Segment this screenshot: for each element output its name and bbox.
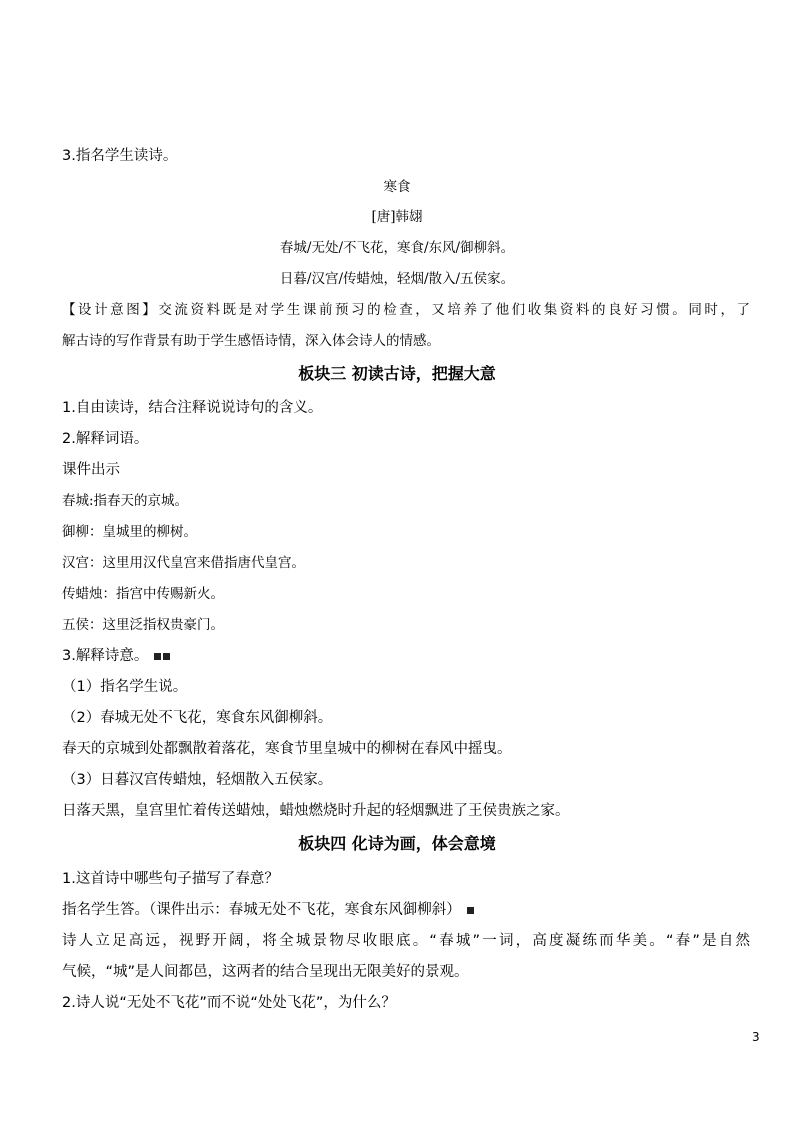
page-number: 3 [752,1030,760,1044]
poem-author: [唐]韩翃 [371,209,423,225]
section4-paragraph-line-1: 诗人立足高远，视野开阔，将全城景物尽收眼底。“春城”一词，高度凝练而华美。“春”是自然 [62,933,750,949]
design-intent-line-1: 【设计意图】交流资料既是对学生课前预习的检查，又培养了他们收集资料的良好习惯。同时，了 [62,302,750,318]
section3-item-1: 1.自由读诗，结合注释说说诗句的含义。 [62,400,323,416]
marker-icon [467,907,474,914]
section4-answer-text: 指名学生答。（课件出示：春城无处不飞花，寒食东风御柳斜） [62,902,461,918]
section3-heading: 板块三 初读古诗，把握大意 [298,364,496,383]
section3-item-3 [62,646,170,666]
section4-question-1: 1.这首诗中哪些句子描写了春意？ [62,871,279,887]
marker-icon [163,653,170,660]
marker-icon [154,653,161,660]
section4-question-2: 2.诗人说“无处不飞花”而不说“处处飞花”，为什么？ [62,995,396,1011]
sub-item-2: （2）春城无处不飞花，寒食东风御柳斜。 [62,710,333,726]
term-definition: 传蜡烛：指宫中传赐新火。 [62,586,224,602]
section4-paragraph-line-2: 气候，“城”是人间都邑，这两者的结合呈现出无限美好的景观。 [62,964,469,980]
sub-item-3-explanation: 日落天黑，皇宫里忙着传送蜡烛，蜡烛燃烧时升起的轻烟飘进了王侯贵族之家。 [62,803,570,819]
term-definition: 汉宫：这里用汉代皇宫来借指唐代皇宫。 [62,555,305,571]
section3-item-3-text: 3.解释诗意。 [62,648,149,664]
poem-line-2: 日暮/汉宫/传蜡烛，轻烟/散入/五侯家。 [279,271,515,287]
section4-answer [62,900,474,920]
sub-item-3: （3）日暮汉宫传蜡烛，轻烟散入五侯家。 [62,772,333,788]
poem-line-1: 春城/无处/不飞花，寒食/东风/御柳斜。 [279,240,515,256]
term-definition: 五侯：这里泛指权贵豪门。 [62,617,224,633]
courseware-label: 课件出示 [62,462,120,478]
poem-title: 寒食 [383,179,411,195]
design-intent-line-2: 解古诗的写作背景有助于学生感悟诗情，深入体会诗人的情感。 [62,333,440,349]
section3-item-2: 2.解释词语。 [62,431,149,447]
section4-heading: 板块四 化诗为画，体会意境 [298,834,496,853]
sub-item-2-explanation: 春天的京城到处都飘散着落花，寒食节里皇城中的柳树在春风中摇曳。 [62,741,512,757]
sub-item-1: （1）指名学生说。 [62,679,188,695]
term-definition: 春城:指春天的京城。 [62,493,189,509]
step3-title: 3.指名学生读诗。 [62,148,178,164]
term-definition: 御柳：皇城里的柳树。 [62,524,197,540]
